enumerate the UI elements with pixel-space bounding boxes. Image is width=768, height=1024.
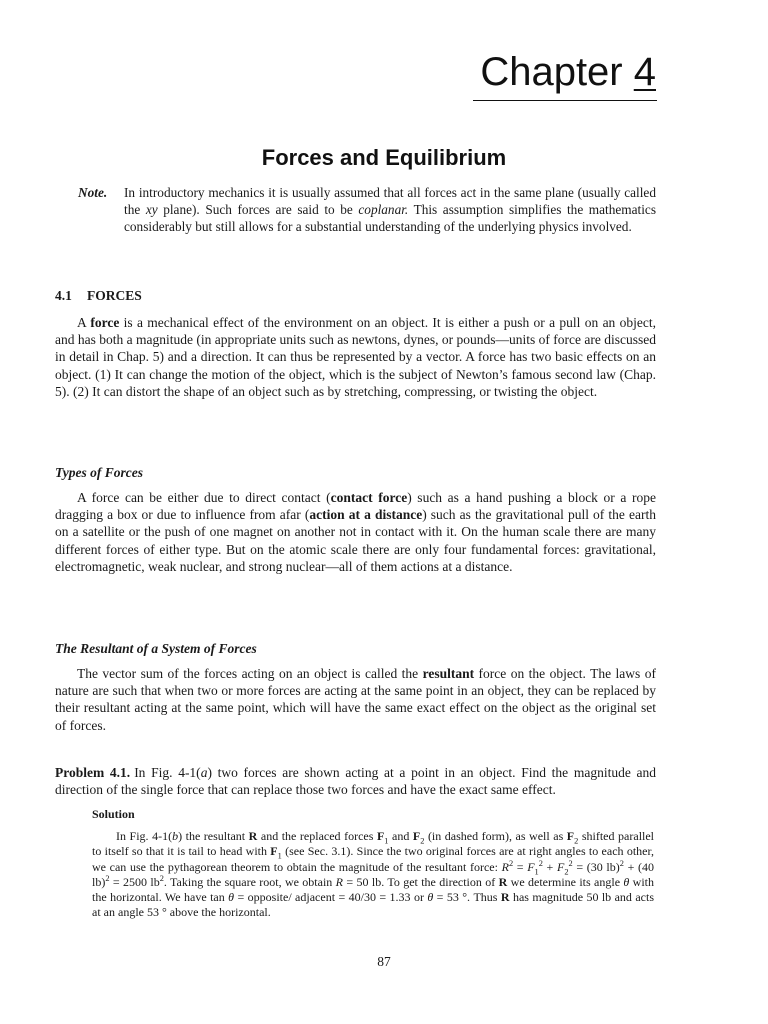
section-title: FORCES — [87, 288, 142, 303]
subheading-types-of-forces: Types of Forces — [55, 465, 143, 480]
section-number: 4.1 — [55, 288, 72, 303]
note-label: Note. — [78, 185, 108, 200]
chapter-title: Forces and Equilibrium — [261, 145, 507, 170]
chapter-rule — [473, 100, 657, 101]
note-text: In introductory mechanics it is usually assumed that all forces act in the same plane (usually called the xy plane). Such forces are said to be coplanar. This assumption simplifies the mathematics considerably but still allows for a substantial understanding of the underlying physics involved. — [124, 185, 656, 234]
page-number: 87 — [377, 954, 391, 969]
note-block — [78, 184, 656, 235]
paragraph-resultant: The vector sum of the forces acting on an object is called the resultant force on the object. The laws of nature are such that when two or more forces are acting at the same point in an object, they can be replaced by their resultant acting at the same point, which will have the same exact effect on the object as the original set of forces. — [55, 666, 656, 733]
paragraph-types-of-forces: A force can be either due to direct contact (contact force) such as a hand pushing a block or a rope dragging a box or due to influence from afar (action at a distance) such as the gravitational pull of the earth on a satellite or the push of one magnet on another not in contact with it. On the human scale there are many different forces of either type. But on the atomic scale there are only four fundamental forces: gravitational, electromagnetic, weak nuclear, and strong nuclear—all of them actions at a distance. — [55, 490, 656, 574]
subheading-resultant: The Resultant of a System of Forces — [55, 641, 257, 656]
section-heading-forces — [55, 287, 655, 305]
chapter-label — [480, 50, 656, 94]
problem-label: Problem 4.1. — [55, 765, 131, 780]
solution-text: In Fig. 4-1(b) the resultant R and the replaced forces $F_1$ and $F_2$ (in dashed form), as well as $F_2$ shifted parallel to itself so that it is tail to head with $F_1$ (see Sec. 3.1). Since the two original forces are at right angles to each other, we can use the pythagorean theorem to obtain the magnitude of the resultant force: $R^2 = F_1^2 + F_2^2 = (30$ lb)$^2$ + (40 lb)$^2$ = 2500 $lb^2$. Taking the square root, we obtain R = 50 lb. To get the direction of R we determine its angle θ with the horizontal. We have tan θ = opposite/ adjacent = 40/30 = 1.33 or θ = 53 °. Thus R has magnitude 50 lb and acts at an angle 53 ° above the horizontal. — [92, 829, 655, 920]
chapter-word: Chapter — [480, 50, 623, 94]
chapter-number: 4 — [633, 50, 656, 94]
solution-label: Solution — [92, 807, 135, 821]
problem-4-1: Problem 4.1. In Fig. 4-1(a) two forces are shown acting at a point in an object. Find the magnitude and direction of the single force that can replace those two forces and have the exact same effect. — [55, 765, 656, 798]
paragraph-forces: A force is a mechanical effect of the environment on an object. It is either a push or a pull on an object, and has both a magnitude (in appropriate units such as newtons, dynes, or pounds—units of force are discussed in detail in Chap. 5) and a direction. It can thus be represented by a vector. A force has two basic effects on an object. (1) It can change the motion of the object, which is the subject of Newton’s famous second law (Chap. 5). (2) It can distort the shape of an object such as by stretching, compressing, or twisting the object. — [55, 315, 656, 399]
